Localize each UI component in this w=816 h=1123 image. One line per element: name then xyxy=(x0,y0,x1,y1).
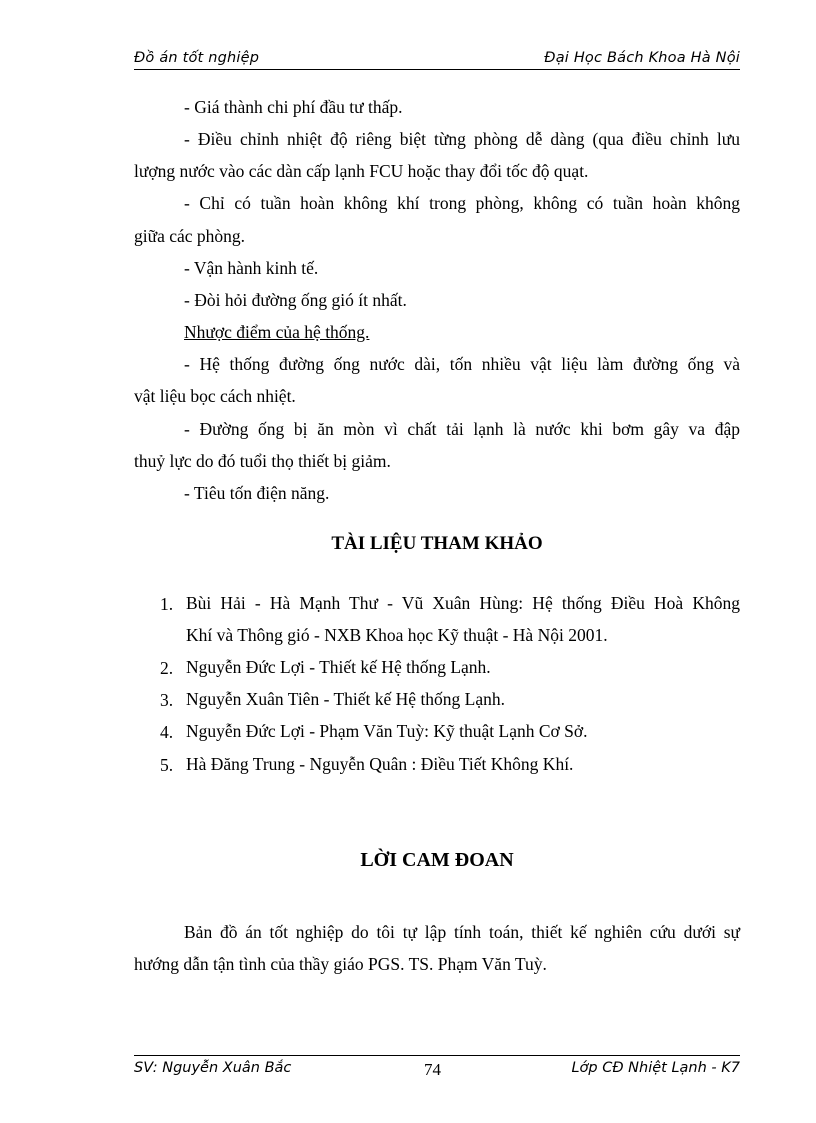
page-number: 74 xyxy=(424,1060,441,1079)
page-footer xyxy=(134,1060,740,1080)
body-line: giữa các phòng. xyxy=(134,226,246,246)
reference-number: 1. xyxy=(160,594,174,614)
declaration-line: hướng dẫn tận tình của thầy giáo PGS. TS. Phạm Văn Tuỳ. xyxy=(134,954,547,974)
footer-rule xyxy=(134,1055,740,1056)
header-left: Đồ án tốt nghiệp xyxy=(134,50,260,66)
reference-line: Hà Đăng Trung - Nguyễn Quân : Điều Tiết Không Khí. xyxy=(186,754,574,774)
footer-class: Lớp CĐ Nhiệt Lạnh - K7 xyxy=(571,1060,740,1076)
reference-number: 2. xyxy=(160,658,174,678)
reference-number: 5. xyxy=(160,755,174,775)
reference-number: 4. xyxy=(160,722,174,742)
references-title: TÀI LIỆU THAM KHẢO xyxy=(331,533,543,554)
body-line: vật liệu bọc cách nhiệt. xyxy=(134,386,296,406)
body-line: - Đòi hỏi đường ống gió ít nhất. xyxy=(184,290,407,310)
body-line: thuỷ lực do đó tuổi thọ thiết bị giảm. xyxy=(134,451,391,471)
body-line: lượng nước vào các dàn cấp lạnh FCU hoặc thay đổi tốc độ quạt. xyxy=(134,161,589,181)
declaration-line: Bản đồ án tốt nghiệp do tôi tự lập tính toán, thiết kế nghiên cứu dưới sự xyxy=(184,922,740,942)
body-line: - Tiêu tốn điện năng. xyxy=(184,483,330,503)
reference-line: Nguyễn Đức Lợi - Thiết kế Hệ thống Lạnh. xyxy=(186,657,491,677)
body-line: - Chỉ có tuần hoàn không khí trong phòng, không có tuần hoàn không xyxy=(184,193,740,213)
reference-line: Nguyễn Đức Lợi - Phạm Văn Tuỳ: Kỹ thuật Lạnh Cơ Sở. xyxy=(186,721,588,741)
body-line: - Giá thành chi phí đầu tư thấp. xyxy=(184,97,403,117)
header-rule xyxy=(134,69,740,70)
reference-line: Bùi Hải - Hà Mạnh Thư - Vũ Xuân Hùng: Hệ thống Điều Hoà Không xyxy=(186,593,740,613)
body-line: - Điều chỉnh nhiệt độ riêng biệt từng phòng dễ dàng (qua điều chỉnh lưu xyxy=(184,129,740,149)
reference-number: 3. xyxy=(160,690,174,710)
reference-line: Nguyễn Xuân Tiên - Thiết kế Hệ thống Lạnh. xyxy=(186,689,506,709)
reference-line: Khí và Thông gió - NXB Khoa học Kỹ thuật - Hà Nội 2001. xyxy=(186,625,608,645)
page-header xyxy=(134,50,740,68)
body-line: - Vận hành kinh tế. xyxy=(184,258,319,278)
header-right: Đại Học Bách Khoa Hà Nội xyxy=(544,50,740,66)
footer-student: SV: Nguyễn Xuân Bắc xyxy=(134,1060,292,1076)
body-line: - Hệ thống đường ống nước dài, tốn nhiều vật liệu làm đường ống và xyxy=(184,354,740,374)
body-line: - Đường ống bị ăn mòn vì chất tải lạnh là nước khi bơm gây va đập xyxy=(184,419,740,439)
section-subheading: Nhược điểm của hệ thống. xyxy=(184,322,370,342)
declaration-title: LỜI CAM ĐOAN xyxy=(360,849,514,871)
